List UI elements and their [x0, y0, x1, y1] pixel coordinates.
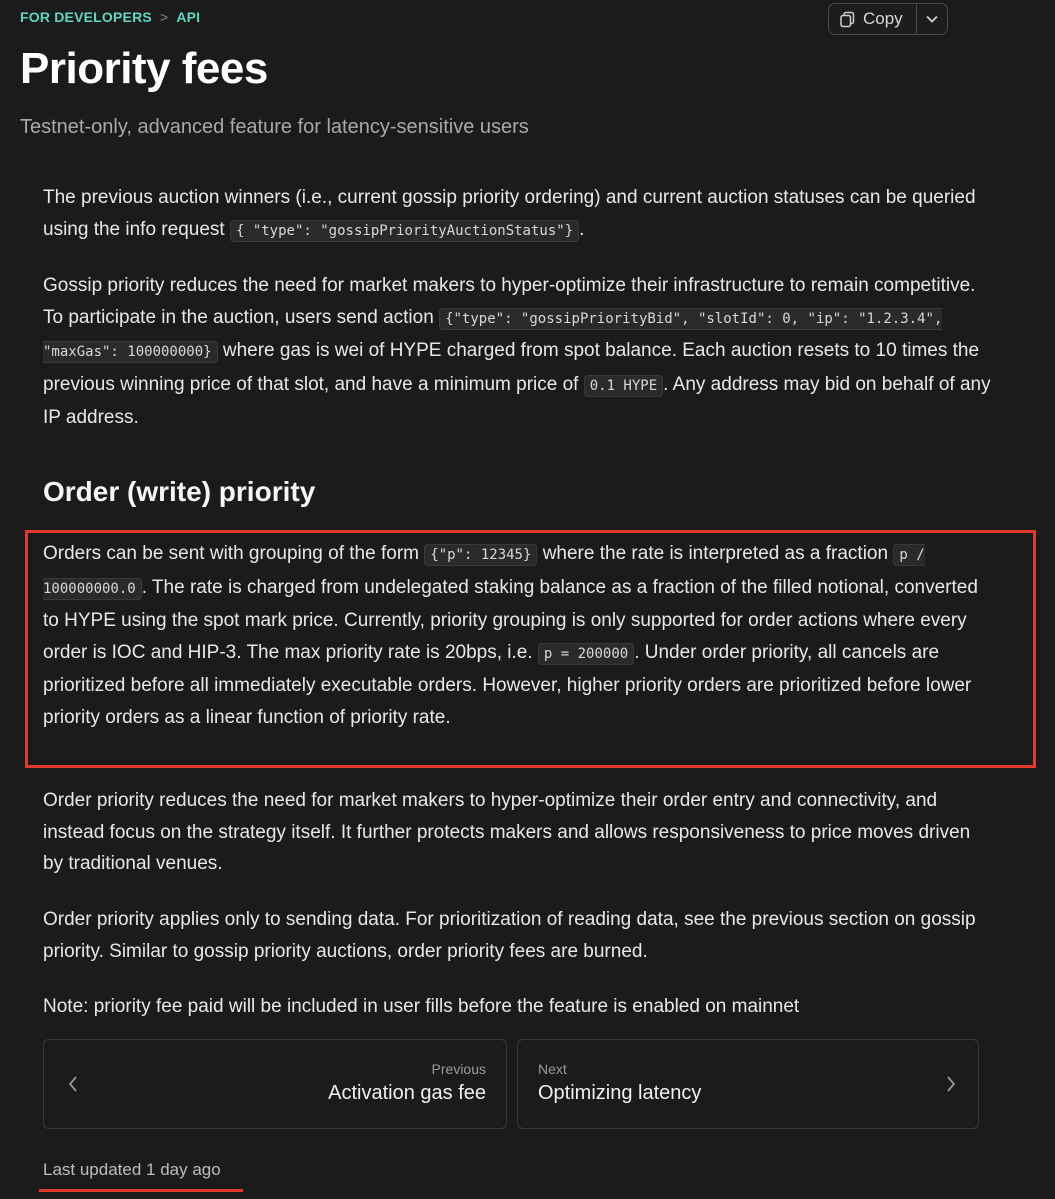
text: . Any address may bid on behalf of any IP address. [43, 373, 991, 428]
note-text: Note: priority fee paid will be included in user fills before the feature is enabled on mainnet [43, 996, 800, 1017]
next-page-link[interactable] [517, 1039, 979, 1129]
previous-label: Previous [431, 1061, 486, 1077]
inline-code: 0.1 HYPE [584, 375, 663, 397]
previous-title: Activation gas fee [328, 1082, 486, 1104]
inline-code: p = 200000 [538, 643, 634, 665]
text: . Under order priority, all cancels are prioritized before all immediately executable orders. However, higher priority orders are prioritized before lower priority orders as a linear function of priority rate. [43, 641, 972, 728]
last-updated: Last updated 1 day ago [43, 1160, 221, 1179]
previous-page-link[interactable] [43, 1039, 507, 1129]
page-subtitle: Testnet-only, advanced feature for latency-sensitive users [20, 116, 529, 138]
next-label: Next [538, 1061, 567, 1077]
text: where the rate is interpreted as a fraction [537, 543, 894, 564]
breadcrumb-for-developers[interactable]: FOR DEVELOPERS [20, 9, 152, 25]
text: The previous auction winners (i.e., current gossip priority ordering) and current auction statuses can be queried using the info request [43, 187, 976, 240]
inline-code: {"p": 12345} [424, 544, 537, 566]
text: where gas is wei of HYPE charged from spot balance. Each auction resets to 10 times the previous winning price of that slot, and have a minimum price of [43, 340, 980, 395]
inline-code: p / 100000000.0 [43, 544, 925, 600]
copy-button[interactable] [829, 4, 916, 34]
chevron-down-icon [925, 14, 939, 24]
copy-icon [839, 11, 856, 28]
copy-button-group [828, 3, 948, 35]
section-heading-order-priority: Order (write) priority [43, 476, 316, 507]
paragraph-gossip-priority [43, 270, 993, 434]
paragraph-auction-status [43, 182, 993, 247]
breadcrumb [20, 9, 200, 25]
paragraph-order-priority-benefits: Order priority reduces the need for market makers to hyper-optimize their order entry and connectivity, and instead focus on the strategy itself. It further protects makers and allows responsiveness to price moves driven by traditional venues. [43, 790, 971, 874]
text: Orders can be sent with grouping of the form [43, 543, 425, 564]
paragraph-order-priority-scope: Order priority applies only to sending data. For prioritization of reading data, see the previous section on gossip priority. Similar to gossip priority auctions, order priority fees are burned. [43, 909, 976, 962]
text: . The rate is charged from undelegated staking balance as a fraction of the filled notional, converted to HYPE using the spot mark price. Currently, priority grouping is only supported for order actions where every order is IOC and HIP-3. The max priority rate is 20bps, i.e. [43, 576, 978, 663]
chevron-left-icon [66, 1073, 80, 1095]
text: . [579, 218, 585, 240]
underline-annotation [39, 1189, 243, 1192]
copy-dropdown-toggle[interactable] [916, 4, 947, 34]
paragraph-order-grouping [43, 538, 993, 733]
breadcrumb-separator: > [159, 9, 169, 25]
breadcrumb-api[interactable]: API [176, 9, 201, 25]
inline-code: {"type": "gossipPriorityBid", "slotId": 0, "ip": "1.2.3.4", "maxGas": 100000000} [43, 308, 942, 364]
inline-code: { "type": "gossipPriorityAuctionStatus"} [230, 220, 579, 242]
chevron-right-icon [944, 1073, 958, 1095]
text: Gossip priority reduces the need for market makers to hyper-optimize their infrastructure to remain competitive. To participate in the auction, users send action [43, 275, 976, 328]
next-title: Optimizing latency [538, 1082, 702, 1104]
copy-button-label: Copy [863, 9, 903, 28]
page-title: Priority fees [20, 44, 268, 93]
